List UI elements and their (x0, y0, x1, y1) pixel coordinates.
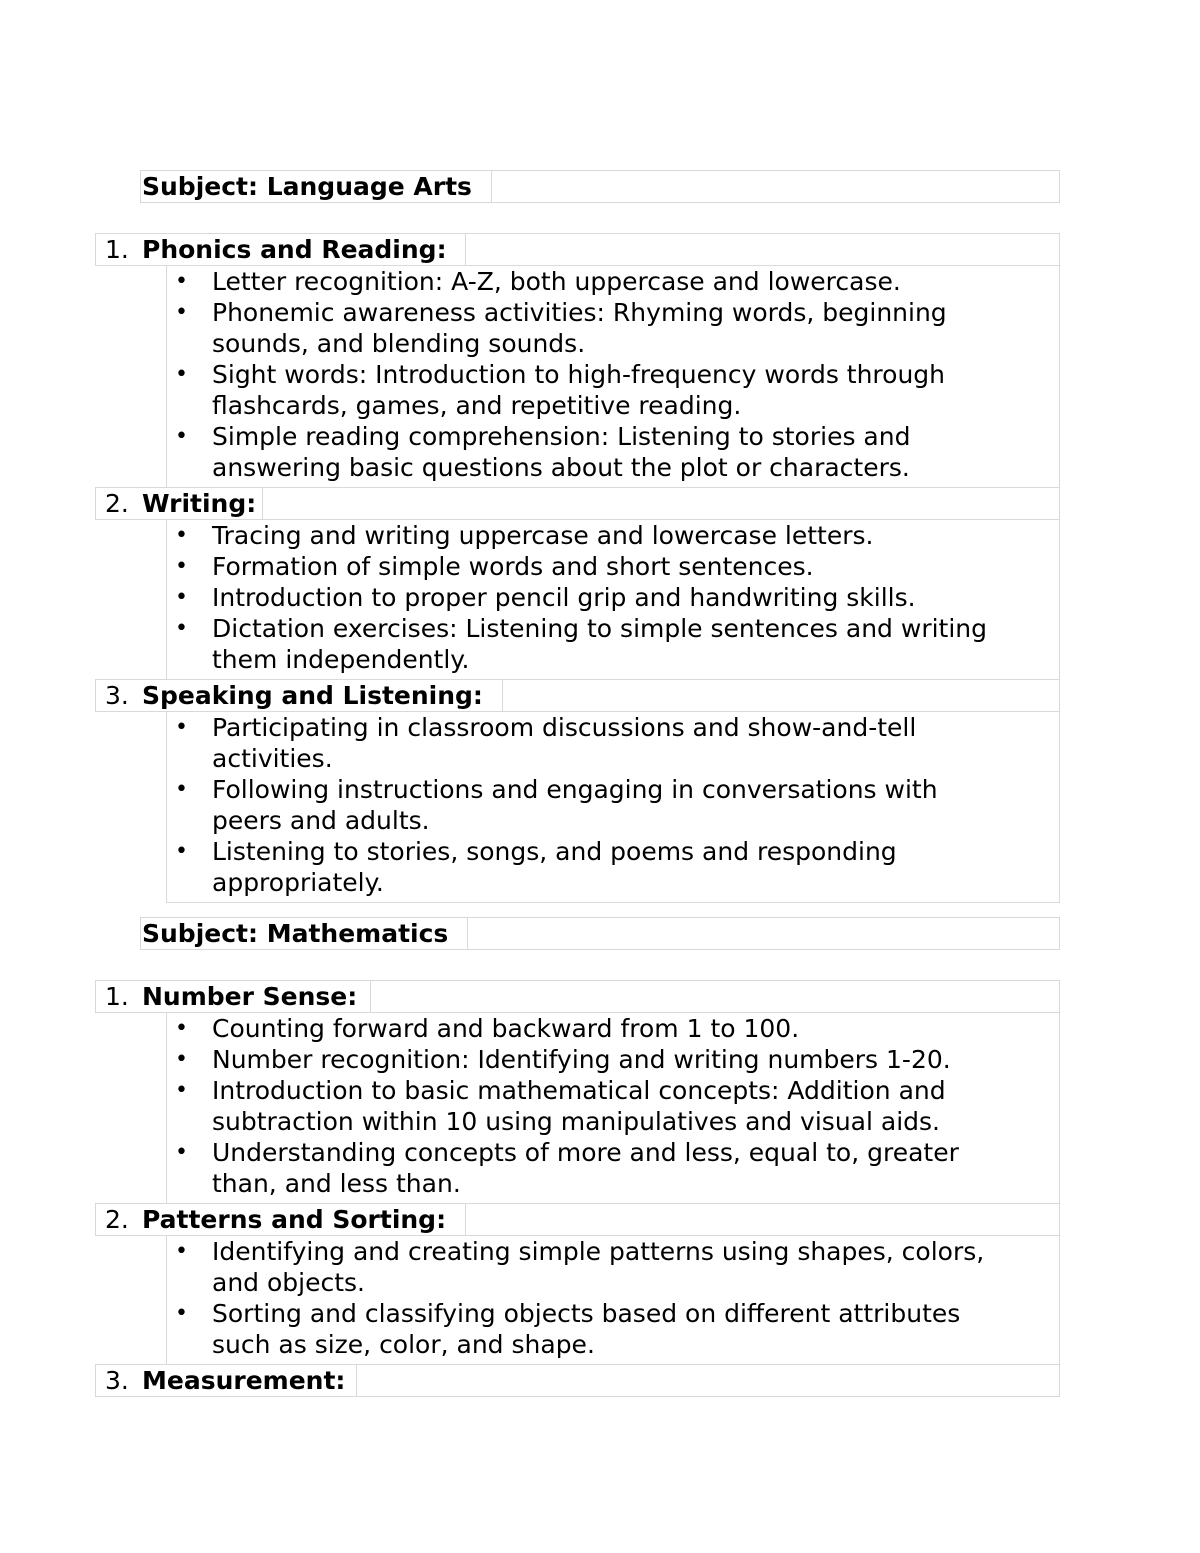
bullet-text: Listening to stories, songs, and poems and responding (212, 837, 897, 866)
bullet-text: than, and less than. (212, 1169, 461, 1198)
bullet-icon: • (175, 1301, 188, 1326)
bullet-text: Introduction to proper pencil grip and handwriting skills. (212, 583, 916, 612)
bullet-icon: • (175, 1239, 188, 1264)
bullet-text: flashcards, games, and repetitive reading. (212, 391, 742, 420)
subject-title: Subject: Mathematics (142, 919, 449, 948)
subject-title: Subject: Language Arts (142, 172, 472, 201)
bullet-icon: • (175, 269, 188, 294)
bullet-text: Introduction to basic mathematical concepts: Addition and (212, 1076, 946, 1105)
bullet-icon: • (175, 1078, 188, 1103)
bullet-text: activities. (212, 744, 333, 773)
bullet-text: Phonemic awareness activities: Rhyming words, beginning (212, 298, 947, 327)
bullet-text: sounds, and blending sounds. (212, 329, 586, 358)
topic-number: 1. (105, 235, 129, 264)
bullet-icon: • (175, 715, 188, 740)
bullet-icon: • (175, 777, 188, 802)
bullet-text: Formation of simple words and short sentences. (212, 552, 814, 581)
topic-heading: Phonics and Reading: (142, 235, 447, 264)
topic-heading: Speaking and Listening: (142, 681, 483, 710)
bullet-text: Understanding concepts of more and less, equal to, greater (212, 1138, 959, 1167)
topic-number: 3. (105, 1366, 129, 1395)
bullet-text: Letter recognition: A-Z, both uppercase and lowercase. (212, 267, 901, 296)
bullet-text: peers and adults. (212, 806, 430, 835)
bullet-text: Participating in classroom discussions and show-and-tell (212, 713, 917, 742)
bullet-icon: • (175, 1016, 188, 1041)
bullet-text: Tracing and writing uppercase and lowercase letters. (212, 521, 874, 550)
bullet-text: appropriately. (212, 868, 384, 897)
topic-number: 3. (105, 681, 129, 710)
bullet-icon: • (175, 1140, 188, 1165)
bullet-text: Identifying and creating simple patterns using shapes, colors, (212, 1237, 985, 1266)
topic-number: 2. (105, 489, 129, 518)
bullet-text: Following instructions and engaging in conversations with (212, 775, 938, 804)
bullet-text: Number recognition: Identifying and writing numbers 1-20. (212, 1045, 951, 1074)
bullet-text: Simple reading comprehension: Listening to stories and (212, 422, 911, 451)
bullet-icon: • (175, 1047, 188, 1072)
topic-heading: Writing: (142, 489, 257, 518)
bullet-icon: • (175, 300, 188, 325)
bullet-icon: • (175, 523, 188, 548)
bullet-text: such as size, color, and shape. (212, 1330, 595, 1359)
bullet-icon: • (175, 554, 188, 579)
bullet-icon: • (175, 424, 188, 449)
topic-heading: Patterns and Sorting: (142, 1205, 447, 1234)
bullet-text: and objects. (212, 1268, 365, 1297)
topic-heading: Measurement: (142, 1366, 346, 1395)
bullet-icon: • (175, 616, 188, 641)
bullet-text: Dictation exercises: Listening to simple sentences and writing (212, 614, 987, 643)
bullet-text: them independently. (212, 645, 470, 674)
bullet-icon: • (175, 362, 188, 387)
bullet-text: subtraction within 10 using manipulatives and visual aids. (212, 1107, 940, 1136)
bullet-text: Sight words: Introduction to high-frequency words through (212, 360, 946, 389)
topic-heading: Number Sense: (142, 982, 358, 1011)
bullet-icon: • (175, 839, 188, 864)
bullet-text: answering basic questions about the plot or characters. (212, 453, 910, 482)
topic-number: 1. (105, 982, 129, 1011)
bullet-icon: • (175, 585, 188, 610)
bullet-text: Counting forward and backward from 1 to 100. (212, 1014, 800, 1043)
topic-number: 2. (105, 1205, 129, 1234)
bullet-text: Sorting and classifying objects based on different attributes (212, 1299, 961, 1328)
